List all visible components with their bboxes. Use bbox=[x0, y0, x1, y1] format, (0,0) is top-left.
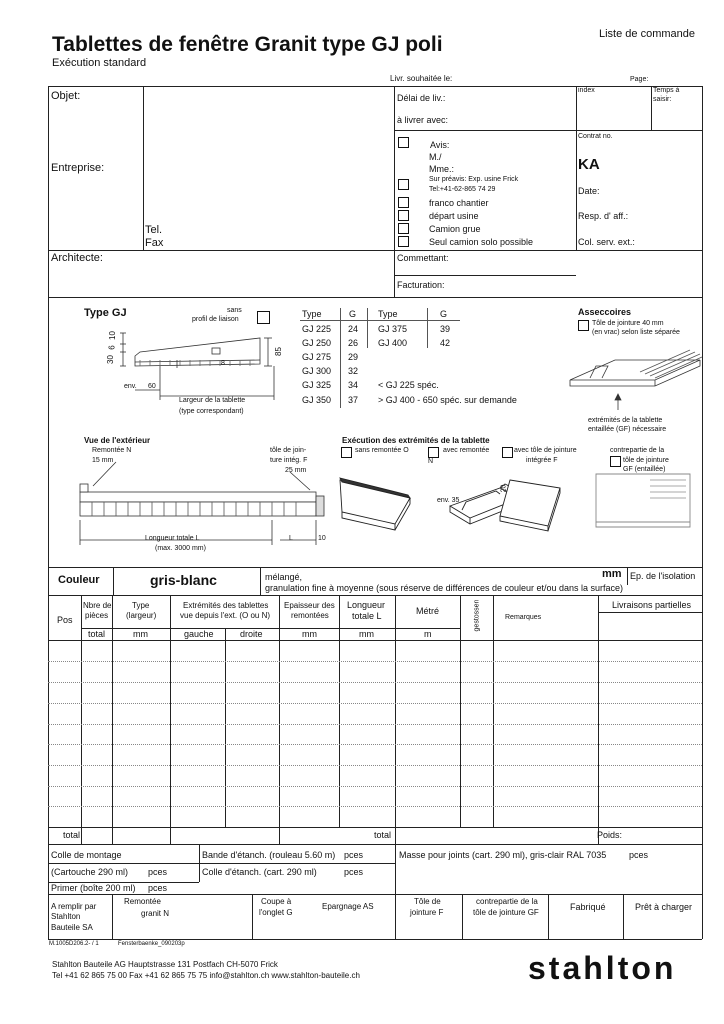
unit-total: total bbox=[88, 629, 106, 639]
type-row: GJ 350 bbox=[302, 395, 332, 405]
sans-label: sans bbox=[227, 307, 242, 314]
ep-isolation-label: Ep. de l'isolation bbox=[630, 571, 696, 581]
col-type1: Type bbox=[132, 601, 150, 610]
footer-total: total bbox=[63, 830, 81, 840]
env-label: env. bbox=[124, 383, 137, 390]
ture-integ-label: ture intég. F bbox=[270, 457, 308, 464]
g-row: 42 bbox=[440, 338, 451, 348]
pces-label: pces bbox=[629, 850, 649, 860]
col-nbre2: pièces bbox=[85, 611, 109, 620]
g-row: 29 bbox=[348, 352, 359, 362]
livrer-avec-label: à livrer avec: bbox=[397, 115, 449, 125]
execution-title: Exécution des extrémités de la tablette bbox=[342, 436, 490, 445]
coupe1-label: Coupe à bbox=[261, 897, 292, 906]
contrat-label: Contrat no. bbox=[578, 133, 613, 140]
unit-mm: mm bbox=[359, 629, 374, 639]
type-row: GJ 225 bbox=[302, 324, 332, 334]
remontee-label: Remontée N bbox=[92, 447, 132, 454]
col-gestossen: gestossen bbox=[473, 599, 481, 632]
stahlton-logo: stahlton bbox=[528, 950, 677, 986]
franco-label: franco chantier bbox=[429, 198, 489, 208]
type-row: GJ 250 bbox=[302, 338, 332, 348]
m-label: M./ bbox=[429, 152, 442, 162]
type-row: GJ 275 bbox=[302, 352, 332, 362]
n-label: N bbox=[428, 458, 434, 465]
livr-label: Livr. souhaitée le: bbox=[390, 74, 453, 83]
acc-tole-label: Tôle de jointure 40 mm bbox=[592, 320, 664, 327]
env35-label: env. 35 bbox=[437, 497, 460, 504]
unit-mm: mm bbox=[302, 629, 317, 639]
tole-join-label: tôle de join- bbox=[270, 447, 307, 454]
type-row: GJ 375 bbox=[378, 324, 408, 334]
remontee2-label: granit N bbox=[141, 909, 170, 918]
vue-title: Vue de l'extérieur bbox=[84, 436, 151, 445]
primer-label: Primer (boîte 200 ml) bbox=[51, 883, 136, 893]
temps-label: Temps à bbox=[653, 87, 680, 94]
dim-60: 60 bbox=[148, 383, 156, 390]
col-g-left: G bbox=[349, 309, 357, 319]
avis-label: Avis: bbox=[430, 140, 450, 150]
dim-10-label: 10 bbox=[318, 535, 326, 542]
couleur-value: gris-blanc bbox=[150, 572, 217, 588]
acc-vrac-label: (en vrac) selon liste séparée bbox=[592, 329, 680, 336]
mm15-label: 15 mm bbox=[92, 457, 114, 464]
camion-grue-label: Camion grue bbox=[429, 224, 481, 234]
preavis-label: Sur préavis: Exp. usine Frick bbox=[429, 176, 519, 183]
facturation-label: Facturation: bbox=[397, 280, 445, 290]
cartouche-label: (Cartouche 290 ml) bbox=[51, 867, 129, 877]
tole1-label: Tôle de bbox=[414, 897, 441, 906]
contre1-label: contrepartie de la bbox=[476, 897, 538, 906]
col-long2: totale L bbox=[352, 611, 382, 621]
dim-85: 85 bbox=[273, 347, 283, 356]
objet-label: Objet: bbox=[51, 90, 81, 102]
largeur-label: Largeur de la tablette bbox=[179, 397, 246, 404]
col-label: Col. serv. ext.: bbox=[578, 237, 635, 247]
longueur-label: Longueur totale L bbox=[145, 535, 200, 542]
footer-total: total bbox=[374, 830, 392, 840]
delai-label: Délai de liv.: bbox=[397, 93, 446, 103]
epargnage-label: Epargnage AS bbox=[322, 902, 374, 911]
type-row: GJ 400 bbox=[378, 338, 408, 348]
type-row: GJ 325 bbox=[302, 380, 332, 390]
g-row: 32 bbox=[348, 366, 359, 376]
contre1-label: contrepartie de la bbox=[610, 447, 665, 454]
dim-8: 8 bbox=[221, 360, 225, 367]
contre2-label: tôle de jointure bbox=[623, 457, 669, 464]
type-row: GJ 300 bbox=[302, 366, 332, 376]
camion-solo-label: Seul camion solo possible bbox=[429, 237, 534, 247]
masse-label: Masse pour joints (cart. 290 ml), gris-clair RAL 7035 bbox=[399, 850, 607, 860]
col-nbre1: Nbre de bbox=[83, 601, 112, 610]
doc-file: Fensterbaenke_090203p bbox=[118, 941, 185, 947]
bande-label: Bande d'étanch. (rouleau 5.60 m) bbox=[202, 850, 336, 860]
contre2-label: tôle de jointure GF bbox=[473, 908, 539, 917]
g-row: 37 bbox=[348, 395, 359, 405]
pces-label: pces bbox=[148, 883, 168, 893]
accessories-title: Asseccoires bbox=[578, 307, 632, 317]
mm25-label: 25 mm bbox=[285, 467, 307, 474]
melange-label: mélangé, bbox=[265, 572, 303, 582]
pces-label: pces bbox=[148, 867, 168, 877]
index-label: index bbox=[578, 87, 595, 94]
fax-label: Fax bbox=[145, 237, 164, 249]
acc-ext2-label: entaillée (GF) nécessaire bbox=[588, 426, 667, 433]
pces-label: pces bbox=[344, 867, 364, 877]
avec-tole-label: avec tôle de jointure bbox=[514, 447, 577, 454]
g-row: 24 bbox=[348, 324, 359, 334]
remplir3-label: Bauteile SA bbox=[51, 923, 93, 932]
remplir1-label: A remplir par bbox=[51, 902, 97, 911]
max-label: (max. 3000 mm) bbox=[155, 545, 206, 552]
coupe2-label: l'onglet G bbox=[259, 908, 293, 917]
fabrique-label: Fabriqué bbox=[570, 902, 606, 912]
col-metre: Métré bbox=[416, 606, 440, 616]
remplir2-label: Stahlton bbox=[51, 912, 81, 921]
acc-ext1-label: extrémités de la tablette bbox=[588, 417, 663, 424]
colle-label: Colle de montage bbox=[51, 850, 122, 860]
page-label: Page: bbox=[630, 76, 649, 83]
preavis-tel-label: Tel:+41-62-865 74 29 bbox=[429, 186, 496, 193]
depart-label: départ usine bbox=[429, 211, 479, 221]
col-ext1: Extrémités des tablettes bbox=[183, 601, 269, 610]
page-title: Tablettes de fenêtre Granit type GJ poli bbox=[52, 33, 443, 56]
g-row: 39 bbox=[440, 324, 451, 334]
dim-20-label: 20 bbox=[500, 484, 508, 493]
mm-label: mm bbox=[602, 568, 622, 580]
unit-droite: droite bbox=[240, 629, 263, 639]
commettant-label: Commettant: bbox=[397, 253, 449, 263]
entreprise-label: Entreprise: bbox=[51, 162, 105, 174]
remontee1-label: Remontée bbox=[124, 897, 161, 906]
saisir-label: saisir: bbox=[653, 96, 672, 103]
tel-label: Tel. bbox=[145, 224, 163, 236]
pces-label: pces bbox=[344, 850, 364, 860]
note-spec: < GJ 225 spéc. bbox=[378, 380, 439, 390]
g-row: 34 bbox=[348, 380, 359, 390]
tole2-label: jointure F bbox=[410, 908, 444, 917]
pret-label: Prêt à charger bbox=[635, 902, 693, 912]
couleur-label: Couleur bbox=[58, 574, 100, 586]
col-g-right: G bbox=[440, 309, 448, 319]
page-subtitle: Exécution standard bbox=[52, 57, 147, 69]
type-gj-title: Type GJ bbox=[84, 307, 127, 319]
g-row: 26 bbox=[348, 338, 359, 348]
profil-label: profil de liaison bbox=[192, 316, 239, 323]
col-type-right: Type bbox=[378, 309, 398, 319]
colle-etanch-label: Colle d'étanch. (cart. 290 ml) bbox=[202, 867, 317, 877]
integree-label: intégrée F bbox=[526, 457, 558, 464]
dim-30: 30 bbox=[105, 355, 115, 364]
col-livraisons: Livraisons partielles bbox=[612, 600, 692, 610]
list-label: Liste de commande bbox=[599, 28, 695, 40]
col-ep2: remontées bbox=[291, 611, 329, 620]
company-contact: Tel +41 62 865 75 00 Fax +41 62 865 75 75 info@stahlton.ch www.stahlton-bauteile.ch bbox=[52, 971, 360, 980]
resp-label: Resp. d' aff.: bbox=[578, 211, 629, 221]
dim-10: 10 bbox=[107, 331, 117, 340]
note-demande: > GJ 400 - 650 spéc. sur demande bbox=[378, 395, 517, 405]
mme-label: Mme.: bbox=[429, 164, 455, 174]
unit-gauche: gauche bbox=[184, 629, 214, 639]
dim-6: 6 bbox=[107, 345, 117, 350]
granulation-label: granulation fine à moyenne (sous réserve de différences de couleur et/ou dans la surface) bbox=[265, 583, 624, 593]
ka-label: KA bbox=[578, 156, 600, 173]
avec-remontee-label: avec remontée bbox=[443, 447, 490, 454]
col-long1: Longueur bbox=[347, 600, 386, 610]
col-type2: (largeur) bbox=[126, 611, 157, 620]
col-ext2: vue depuis l'ext. (O ou N) bbox=[180, 611, 271, 620]
type-corr-label: (type correspondant) bbox=[179, 408, 244, 415]
company-address: Stahlton Bauteile AG Hauptstrasse 131 Postfach CH-5070 Frick bbox=[52, 960, 278, 969]
l-label: L bbox=[289, 535, 293, 542]
sans-remontee-label: sans remontée O bbox=[355, 447, 409, 454]
unit-mm: mm bbox=[133, 629, 148, 639]
col-ep1: Epaisseur des bbox=[284, 601, 335, 610]
architecte-label: Architecte: bbox=[51, 252, 103, 264]
doc-code: M.1005D206.2- / 1 bbox=[49, 941, 99, 947]
unit-m: m bbox=[424, 629, 432, 639]
footer-poids: Poids: bbox=[597, 830, 623, 840]
col-remarques: Remarques bbox=[505, 614, 542, 621]
date-label: Date: bbox=[578, 186, 600, 196]
col-pos: Pos bbox=[57, 615, 73, 625]
col-type-left: Type bbox=[302, 309, 322, 319]
contre3-label: GF (entaillée) bbox=[623, 466, 666, 473]
